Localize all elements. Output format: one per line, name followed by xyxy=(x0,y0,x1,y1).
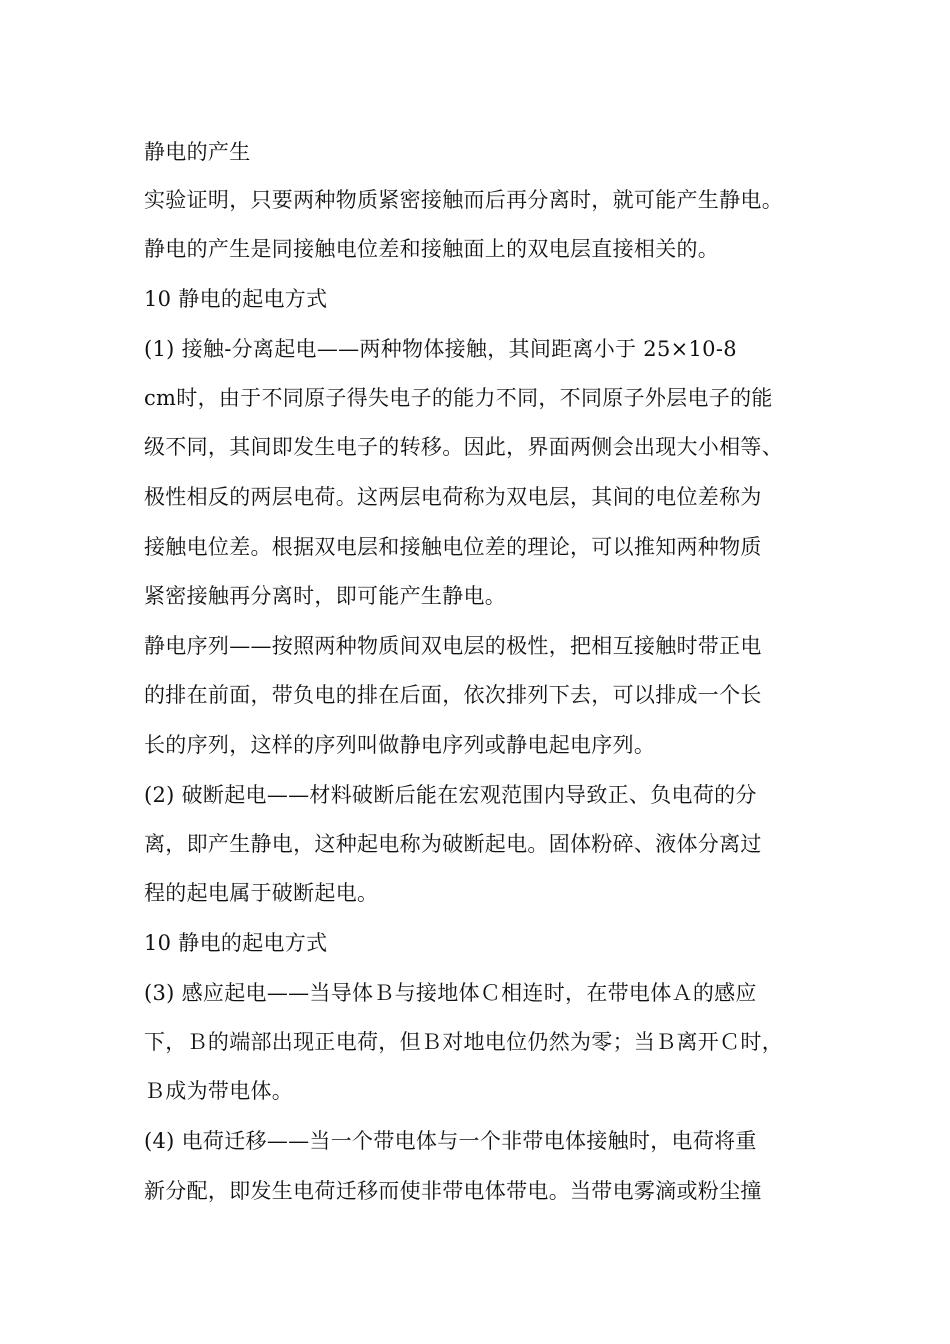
paragraph-line: 静电的产生是同接触电位差和接触面上的双电层直接相关的。 xyxy=(144,237,720,261)
paragraph-line: (4) 电荷迁移——当一个带电体与一个非带电体接触时，电荷将重 xyxy=(144,1129,757,1153)
paragraph-line: cm时，由于不同原子得失电子的能力不同，不同原子外层电子的能 xyxy=(144,386,773,410)
paragraph-line: 接触电位差。根据双电层和接触电位差的理论，可以推知两种物质 xyxy=(144,535,762,559)
paragraph-line: 下，Ｂ的端部出现正电荷，但Ｂ对地电位仍然为零；当Ｂ离开Ｃ时， xyxy=(144,1030,783,1054)
section-heading-charging-methods: 10 静电的起电方式 xyxy=(144,287,328,311)
paragraph-line: (2) 破断起电——材料破断后能在宏观范围内导致正、负电荷的分 xyxy=(144,783,757,807)
paragraph-line: 静电序列——按照两种物质间双电层的极性，把相互接触时带正电 xyxy=(144,634,762,658)
paragraph-line: 实验证明，只要两种物质紧密接触而后再分离时，就可能产生静电。 xyxy=(144,188,783,212)
section-heading-static-generation: 静电的产生 xyxy=(144,140,251,164)
paragraph-line: 长的序列，这样的序列叫做静电序列或静电起电序列。 xyxy=(144,733,656,757)
paragraph-line: 级不同，其间即发生电子的转移。因此，界面两侧会出现大小相等、 xyxy=(144,435,783,459)
paragraph-line: (3) 感应起电——当导体Ｂ与接地体Ｃ相连时，在带电体Ａ的感应 xyxy=(144,981,757,1005)
paragraph-line: Ｂ成为带电体。 xyxy=(144,1079,294,1103)
paragraph-line: 程的起电属于破断起电。 xyxy=(144,881,379,905)
paragraph-line: 极性相反的两层电荷。这两层电荷称为双电层，其间的电位差称为 xyxy=(144,485,762,509)
section-heading-charging-methods: 10 静电的起电方式 xyxy=(144,931,328,955)
paragraph-line: 离，即产生静电，这种起电称为破断起电。固体粉碎、液体分离过 xyxy=(144,832,762,856)
paragraph-line: (1) 接触-分离起电——两种物体接触，其间距离小于 25×10-8 xyxy=(144,337,737,361)
paragraph-line: 新分配，即发生电荷迁移而使非带电体带电。当带电雾滴或粉尘撞 xyxy=(144,1179,762,1203)
paragraph-line: 的排在前面，带负电的排在后面，依次排列下去，可以排成一个长 xyxy=(144,683,762,707)
paragraph-line: 紧密接触再分离时，即可能产生静电。 xyxy=(144,584,507,608)
